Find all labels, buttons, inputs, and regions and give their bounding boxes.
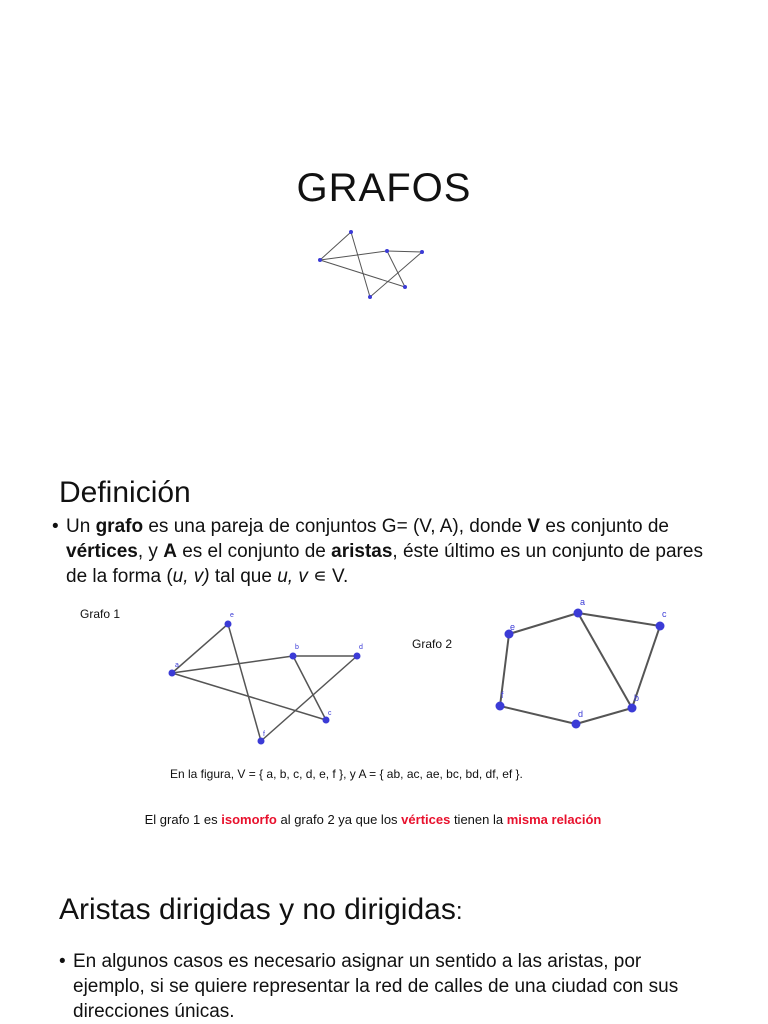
vertex-a: [574, 609, 583, 618]
slide-title: GRAFOS: [296, 166, 472, 210]
text-run: al grafo 2 ya que los: [276, 812, 402, 827]
edge-ab: [578, 613, 632, 708]
text-italic: u, v): [172, 566, 210, 587]
edge-ab: [172, 656, 293, 673]
text-bold: V: [527, 516, 541, 537]
vertex-e: [225, 621, 232, 628]
graph2-label: Grafo 2: [412, 637, 453, 651]
vertex-label-a: a: [175, 662, 179, 669]
vertex-label-d: d: [359, 644, 363, 651]
text-run: es conjunto de: [540, 516, 669, 537]
graph2-diagram: [488, 594, 678, 734]
heading-text: Aristas dirigidas y no dirigidas: [59, 893, 456, 926]
vertex-b: [628, 704, 637, 713]
text-bold: grafo: [95, 516, 144, 537]
edge-ac: [578, 613, 660, 626]
bullet-dot: •: [59, 951, 66, 972]
text-run: tienen la: [450, 812, 507, 827]
heading-colon: :: [455, 898, 463, 925]
highlight-text: isomorfo: [221, 812, 277, 827]
vertex-label-c: c: [662, 609, 667, 619]
directed-edges-heading: [59, 893, 463, 927]
vertex-label-b: b: [634, 693, 640, 703]
vertex-c: [656, 622, 665, 631]
edge-df: [261, 656, 357, 741]
vertex-d: [572, 720, 581, 729]
text-run: tal que: [209, 566, 278, 587]
graph1-diagram: [160, 606, 380, 751]
text-run: , y: [137, 541, 164, 562]
highlight-text: misma relación: [506, 812, 602, 827]
text-bold: aristas: [331, 541, 393, 562]
vertex-label-f: f: [501, 690, 504, 700]
text-run: El grafo 1 es: [144, 812, 222, 827]
definition-heading: Definición: [59, 476, 191, 509]
vertex-a: [169, 670, 176, 677]
vertex-f: [496, 702, 505, 711]
graph1-label: Grafo 1: [80, 607, 121, 621]
text-italic: u, v: [277, 566, 308, 587]
edge-fd: [500, 706, 576, 724]
vertex-b: [290, 653, 297, 660]
vertex-label-e: e: [510, 622, 516, 632]
vertex-c: [323, 717, 330, 724]
text-run: , éste último es un conjunto de pares de la forma (: [66, 541, 703, 587]
vertex-d: [354, 653, 361, 660]
definition-bullet: [52, 514, 706, 589]
vertex-label-a: a: [580, 597, 586, 607]
highlight-text: vértices: [401, 812, 451, 827]
text-run: ∊ V.: [307, 566, 349, 587]
vertex-label-b: b: [295, 644, 299, 651]
bullet-dot: •: [52, 516, 59, 537]
vertex-label-c: c: [328, 710, 332, 717]
vertex-label-d: d: [578, 709, 584, 719]
figure-caption: En la figura, V = { a, b, c, d, e, f }, y A = { ab, ac, ae, bc, bd, df, ef }.: [170, 767, 523, 781]
text-run: Un: [66, 516, 96, 537]
text-bold: A: [163, 541, 177, 562]
vertex-f: [258, 738, 265, 745]
title-graph-thumbnail: [312, 222, 432, 304]
text-bold: vértices: [66, 541, 138, 562]
isomorphism-note: [0, 812, 746, 827]
text-run: es el conjunto de: [176, 541, 332, 562]
vertex-label-f: f: [263, 731, 265, 738]
bullet-text: En algunos casos es necesario asignar un sentido a las aristas, por ejemplo, si se quiere representar la red de calles de una ciudad con sus direcciones únicas.: [73, 951, 679, 1022]
text-run: es una pareja de conjuntos G= (V, A), donde: [143, 516, 528, 537]
edge-ef: [228, 624, 261, 741]
edge-ae: [509, 613, 578, 634]
vertex-label-e: e: [230, 612, 234, 619]
directed-edges-bullet: [59, 949, 713, 1024]
edge-db: [576, 708, 632, 724]
